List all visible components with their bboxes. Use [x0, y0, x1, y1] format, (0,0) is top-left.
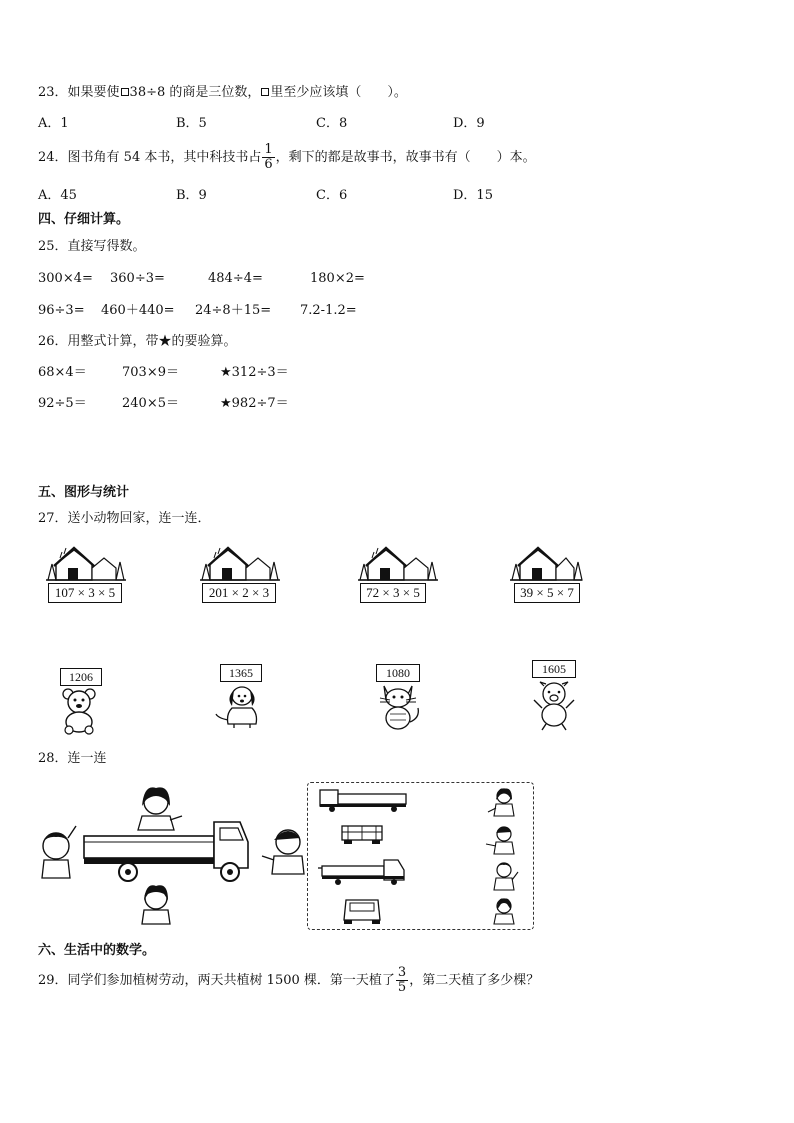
- q24-option-a: A．45: [38, 188, 77, 203]
- cat-icon: [370, 682, 426, 734]
- q23-stem: [38, 86, 407, 99]
- fraction-denominator: 6: [264, 157, 273, 172]
- fraction: [396, 966, 408, 995]
- kid-cap-icon: [486, 827, 514, 854]
- q26-item: 68×4＝: [38, 365, 87, 380]
- fraction-numerator: 3: [397, 965, 407, 980]
- animal-4: [524, 660, 584, 730]
- house-1: [46, 542, 126, 606]
- q23-option-c: C．8: [316, 116, 348, 131]
- q23-option-d: D．9: [453, 116, 485, 131]
- q24-stem: [38, 142, 536, 174]
- q25-item: 96÷3=: [38, 303, 85, 318]
- animal-3: [368, 664, 428, 734]
- fraction-numerator: 1: [264, 142, 273, 157]
- q23-option-a: A．1: [38, 116, 69, 131]
- blank-box: [261, 88, 269, 96]
- q25-item: 300×4=: [38, 271, 93, 286]
- truck-side-icon: [320, 790, 406, 812]
- animal-label: 1080: [376, 664, 420, 682]
- truck-scene: [36, 780, 306, 930]
- animal-label: 1365: [220, 664, 262, 682]
- house-2: [200, 542, 280, 606]
- truck-front-icon: [344, 900, 380, 924]
- blank-box: [121, 88, 129, 96]
- animal-1: [50, 668, 110, 738]
- animal-label: 1605: [532, 660, 576, 678]
- animal-label: 1206: [60, 668, 102, 686]
- q29-text-b: ，第二天植了多少棵？: [409, 973, 540, 988]
- house-label: 39 × 5 × 7: [514, 583, 580, 603]
- q26-item: 92÷5＝: [38, 396, 87, 411]
- house-3: [358, 542, 438, 606]
- q28-title: 28．连一连: [38, 751, 107, 766]
- dog-icon: [212, 684, 268, 734]
- q26-title: 26．用整式计算，带★的要验算。: [38, 334, 237, 349]
- q25-item: 360÷3=: [110, 271, 165, 286]
- q24-option-d: D．15: [453, 188, 493, 203]
- house-icon: [46, 542, 126, 582]
- q24-option-c: C．6: [316, 188, 348, 203]
- q25-title: 25．直接写得数。: [38, 239, 146, 254]
- house-label: 72 × 3 × 5: [360, 583, 426, 603]
- house-4: [510, 542, 590, 606]
- house-label: 107 × 3 × 5: [48, 583, 122, 603]
- house-label: 201 × 2 × 3: [202, 583, 276, 603]
- q27-title: 27．送小动物回家，连一连．: [38, 511, 211, 526]
- house-icon: [510, 542, 590, 582]
- house-icon: [358, 542, 438, 582]
- q25-item: 180×2=: [310, 271, 365, 286]
- q26-item: ★982÷7＝: [220, 396, 289, 411]
- section-title: 四、仔细计算。: [38, 212, 130, 227]
- kid-boy-icon: [494, 863, 518, 890]
- kid-girl-icon: [488, 788, 514, 816]
- q29-stem: [38, 965, 539, 997]
- q25-item: 7.2-1.2=: [300, 303, 357, 318]
- fraction: [262, 143, 274, 172]
- animal-2: [210, 664, 270, 734]
- truck-side-right-icon: [318, 860, 404, 885]
- bear-icon: [56, 686, 106, 736]
- views-scene: [312, 786, 532, 926]
- pig-icon: [526, 680, 582, 732]
- q23-option-b: B．5: [176, 116, 207, 131]
- q25-item: 24÷8＋15=: [195, 303, 272, 318]
- truck-back-icon: [342, 826, 382, 844]
- q24-option-b: B．9: [176, 188, 207, 203]
- q25-item: 484÷4=: [208, 271, 263, 286]
- q26-item: ★312÷3＝: [220, 365, 289, 380]
- section-title: 五、图形与统计: [38, 485, 130, 500]
- q29-text-a: 29．同学们参加植树劳动，两天共植树 1500 棵．第一天植了: [38, 973, 395, 988]
- house-icon: [200, 542, 280, 582]
- section-title: 六、生活中的数学。: [38, 943, 156, 958]
- q24-text-a: 24．图书角有 54 本书，其中科技书占: [38, 150, 262, 165]
- q26-item: 703×9＝: [122, 365, 179, 380]
- q26-item: 240×5＝: [122, 396, 179, 411]
- fraction-denominator: 5: [397, 980, 407, 995]
- q24-text-b: ，剩下的都是故事书，故事书有（ ）本。: [275, 150, 536, 165]
- kid-girl-back-icon: [494, 898, 514, 924]
- q23-text-c: 里至少应该填（ ）。: [270, 85, 407, 100]
- q25-item: 460＋440=: [101, 303, 175, 318]
- q23-text-b: 38÷8 的商是三位数，: [129, 85, 261, 100]
- q23-text-a: 23．如果要使: [38, 85, 120, 100]
